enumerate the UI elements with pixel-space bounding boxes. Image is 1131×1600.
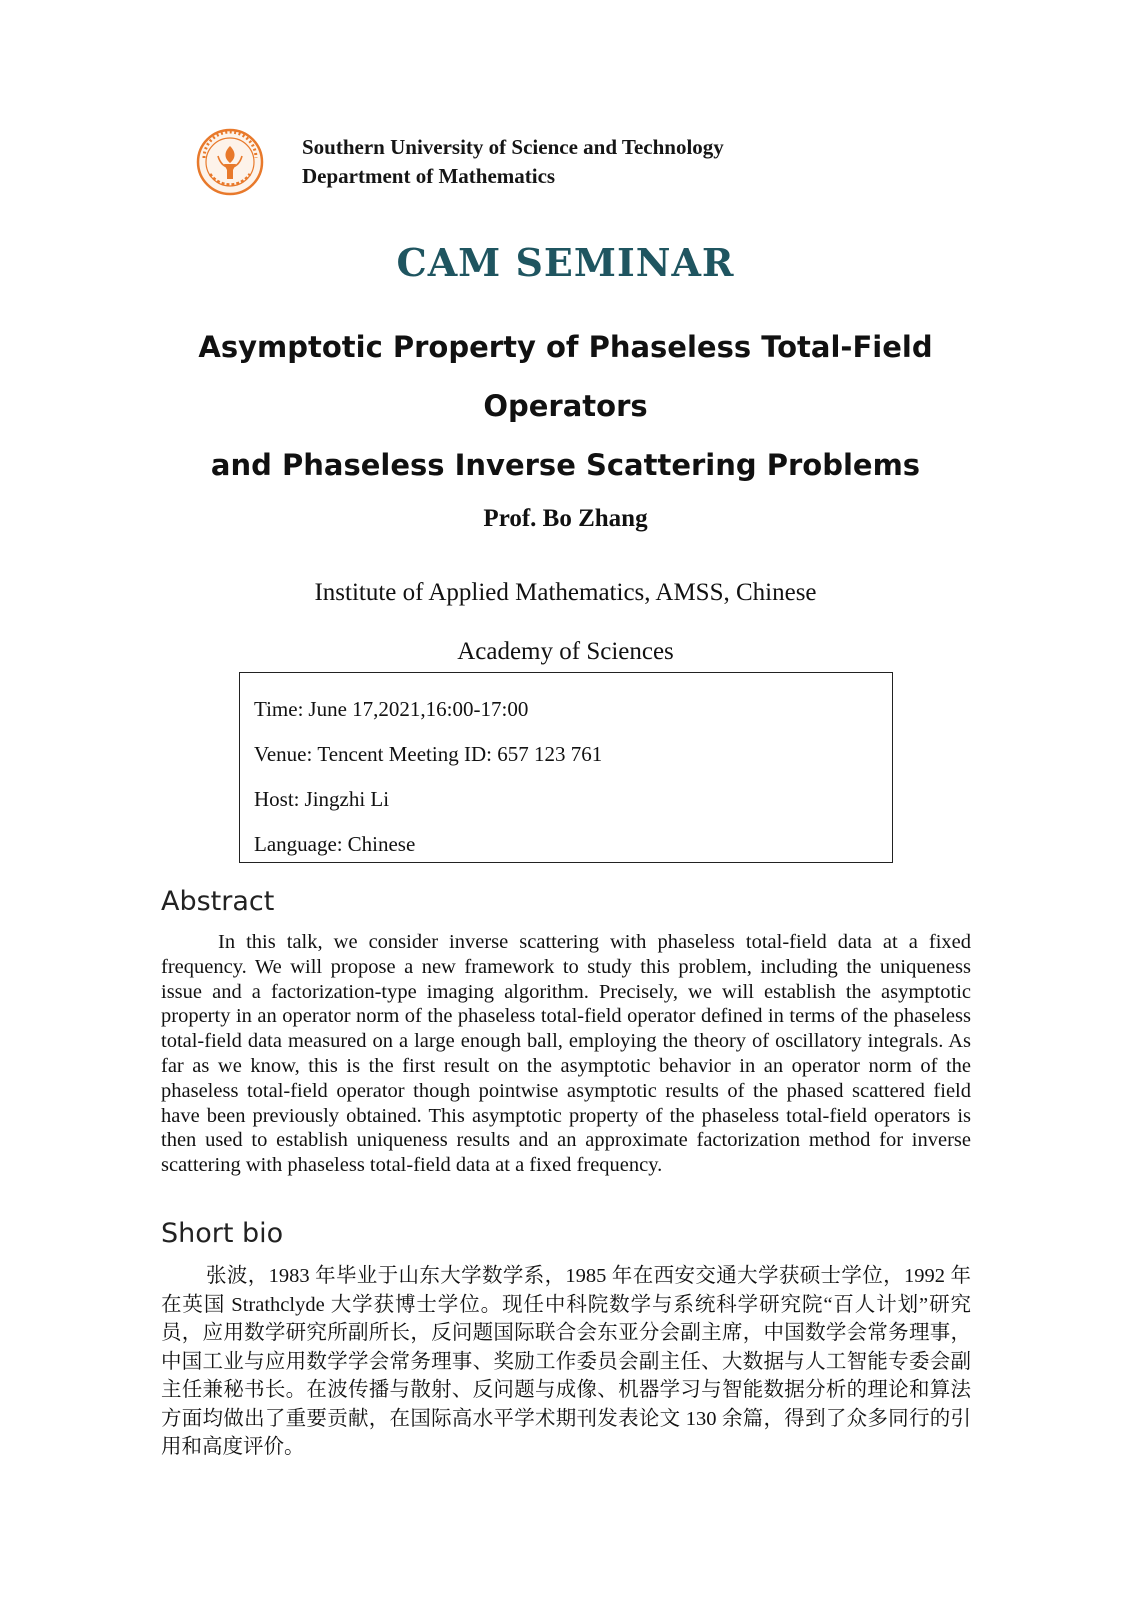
language-value: Chinese: [347, 832, 416, 856]
header: [196, 128, 724, 196]
talk-title-line: Operators: [483, 389, 648, 423]
institution-block: [302, 133, 724, 191]
venue-label: Venue:: [254, 742, 313, 766]
time-value: June 17,2021,16:00-17:00: [308, 697, 529, 721]
language-row: [254, 822, 878, 867]
talk-title: [160, 318, 971, 495]
time-label: Time:: [254, 697, 304, 721]
university-name: Southern University of Science and Technology: [302, 135, 724, 159]
seminar-title: CAM SEMINAR: [396, 240, 735, 285]
bio-heading: Short bio: [161, 1218, 284, 1249]
host-row: [254, 777, 878, 822]
university-seal-icon: [196, 128, 264, 196]
language-label: Language:: [254, 832, 343, 856]
event-details-box: [239, 672, 893, 863]
speaker-name: Prof. Bo Zhang: [483, 505, 648, 532]
host-value: Jingzhi Li: [304, 787, 390, 811]
department-name: Department of Mathematics: [302, 164, 556, 188]
talk-title-line: Asymptotic Property of Phaseless Total-Field: [198, 330, 933, 364]
host-label: Host:: [254, 787, 300, 811]
bio-text: 张波，1983 年毕业于山东大学数学系，1985 年在西安交通大学获硕士学位，1992 年在英国 Strathclyde 大学获博士学位。现任中科院数学与系统科学研究院“百人计划”研究员，应用数学研究所副所长，反问题国际联合会东亚分会副主席，中国数学会常务理事，中国工业与应用数学学会常务理事、奖励工作委员会副主任、大数据与人工智能专委会副主任兼秘书长。在波传播与散射、反问题与成像、机器学习与智能数据分析的理论和算法方面均做出了重要贡献，在国际高水平学术期刊发表论文 130 余篇，得到了众多同行的引用和高度评价。: [161, 1265, 971, 1458]
talk-title-line: and Phaseless Inverse Scattering Problems: [210, 448, 921, 482]
venue-row: [254, 732, 878, 777]
affiliation-line: Institute of Applied Mathematics, AMSS, Chinese: [314, 579, 817, 606]
time-row: [254, 687, 878, 732]
abstract-heading: Abstract: [161, 886, 275, 917]
affiliation-line: Academy of Sciences: [457, 638, 674, 665]
speaker-affiliation: [0, 563, 1131, 681]
abstract-text: In this talk, we consider inverse scattering with phaseless total-field data at a fixed frequency. We will propose a new framework to study this problem, including the uniqueness issue and a factorization-type imaging algorithm. Precisely, we will establish the asymptotic property in an operator norm of the phaseless total-field operator defined in terms of the phaseless total-field data measured on a large enough ball, employing the theory of oscillatory integrals. As far as we know, this is the first result on the asymptotic behavior in an operator norm of the phaseless total-field operator though pointwise asymptotic results of the phased scattered field have been previously obtained. This asymptotic property of the phaseless total-field operators is then used to establish uniqueness results and an approximate factorization method for inverse scattering with phaseless total-field data at a fixed frequency.: [161, 931, 971, 1177]
venue-value: Tencent Meeting ID: 657 123 761: [317, 742, 603, 766]
